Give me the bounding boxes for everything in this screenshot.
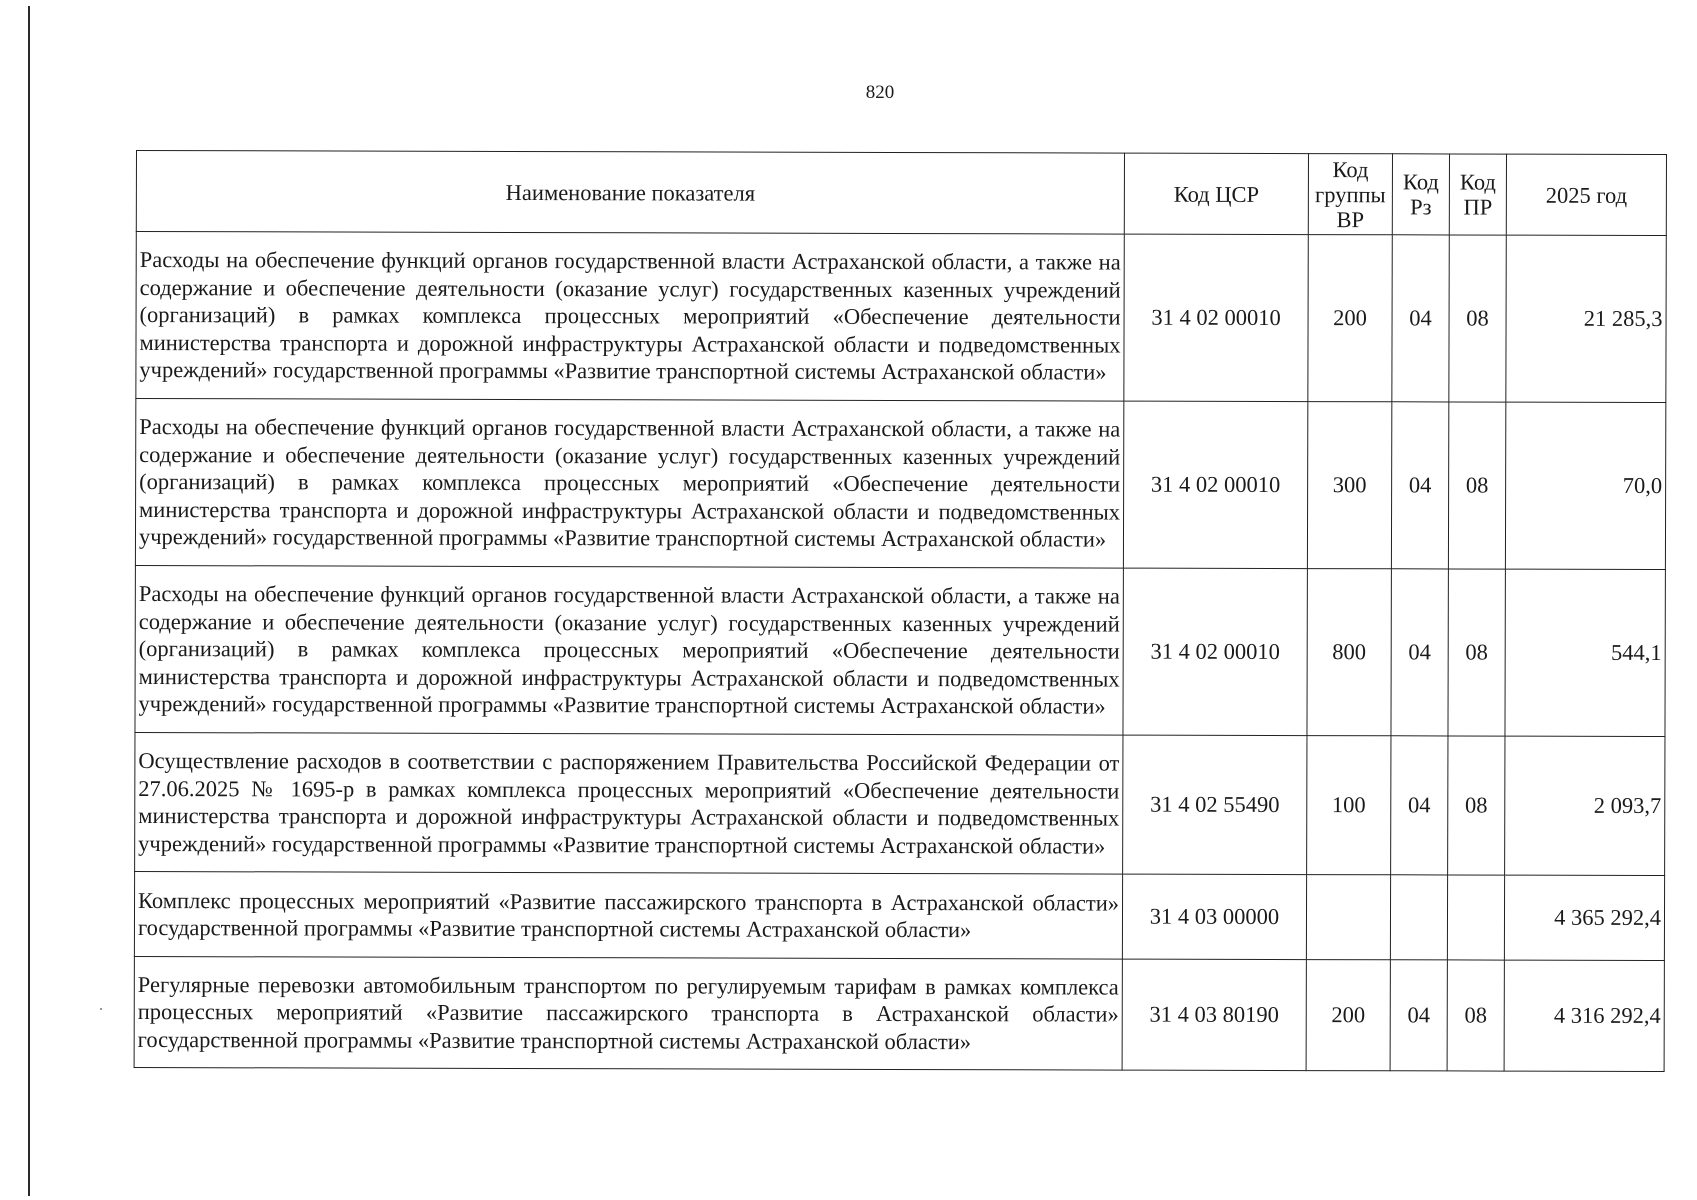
row-csr: 31 4 02 00010: [1123, 568, 1307, 735]
header-rz: Код Рз: [1392, 154, 1449, 235]
row-csr: 31 4 03 00000: [1122, 874, 1306, 959]
row-amount: 4 365 292,4: [1504, 875, 1664, 960]
row-rz: [1390, 875, 1447, 960]
row-vr: 300: [1307, 402, 1391, 569]
table-row: [135, 732, 1665, 875]
row-rz: 04: [1391, 736, 1448, 875]
row-vr: 800: [1307, 569, 1391, 736]
row-vr: 200: [1308, 235, 1392, 402]
row-name: Расходы на обеспечение функций органов государственной власти Астраханской области, а также на содержание и обеспечение деятельности (оказание услуг) государственных казенных учреждений (организаций) в рамках комплекса процессных мероприятий «Обеспечение деятельности министерства транспорта и дорожной инфраструктуры Астраханской области и подведомственных учреждений» государственной программы «Развитие транспортной системы Астраханской области»: [135, 565, 1123, 735]
row-name: Комплекс процессных мероприятий «Развитие пассажирского транспорта в Астраханской области» государственной программы «Развитие транспортной системы Астраханской области»: [134, 871, 1122, 959]
row-name: Регулярные перевозки автомобильным транспортом по регулируемым тарифам в рамках комплекса процессных мероприятий «Развитие пассажирского транспорта в Астраханской области» государственной программы «Развитие транспортной системы Астраханской области»: [134, 956, 1122, 1070]
row-pr: 08: [1447, 960, 1504, 1071]
row-pr: [1447, 875, 1504, 960]
table-header-row: [136, 151, 1666, 236]
row-pr: 08: [1449, 235, 1506, 402]
row-name: Расходы на обеспечение функций органов государственной власти Астраханской области, а также на содержание и обеспечение деятельности (оказание услуг) государственных казенных учреждений (организаций) в рамках комплекса процессных мероприятий «Обеспечение деятельности министерства транспорта и дорожной инфраструктуры Астраханской области и подведомственных учреждений» государственной программы «Развитие транспортной системы Астраханской области»: [135, 399, 1123, 569]
table-row: [135, 399, 1665, 570]
row-pr: 08: [1448, 736, 1505, 875]
row-rz: 04: [1391, 569, 1448, 736]
row-csr: 31 4 02 55490: [1123, 735, 1307, 874]
row-csr: 31 4 02 00010: [1123, 401, 1307, 568]
table-row: [135, 565, 1665, 736]
row-amount: 21 285,3: [1506, 235, 1666, 402]
row-csr: 31 4 03 80190: [1122, 959, 1306, 1070]
header-year: 2025 год: [1506, 154, 1666, 235]
header-name: Наименование показателя: [136, 151, 1124, 235]
row-rz: 04: [1391, 402, 1448, 569]
table-row: [134, 871, 1664, 960]
row-name: Расходы на обеспечение функций органов государственной власти Астраханской области, а также на содержание и обеспечение деятельности (оказание услуг) государственных казенных учреждений (организаций) в рамках комплекса процессных мероприятий «Обеспечение деятельности министерства транспорта и дорожной инфраструктуры Астраханской области и подведомственных учреждений» государственной программы «Развитие транспортной системы Астраханской области»: [136, 232, 1124, 402]
table-row: [136, 232, 1666, 403]
budget-table: [134, 150, 1667, 1072]
row-amount: 2 093,7: [1505, 736, 1665, 875]
header-vr: Код группы ВР: [1308, 154, 1392, 235]
row-amount: 544,1: [1505, 569, 1665, 736]
row-vr: 100: [1307, 736, 1391, 875]
row-rz: 04: [1392, 235, 1449, 402]
scan-speck: [100, 1008, 102, 1010]
row-pr: 08: [1448, 569, 1505, 736]
table-row: [134, 956, 1664, 1071]
header-csr: Код ЦСР: [1124, 153, 1308, 234]
row-pr: 08: [1448, 402, 1505, 569]
row-rz: 04: [1390, 960, 1447, 1071]
header-pr: Код ПР: [1449, 154, 1506, 235]
row-vr: [1306, 875, 1390, 960]
row-amount: 4 316 292,4: [1504, 960, 1664, 1071]
row-amount: 70,0: [1505, 402, 1665, 569]
row-csr: 31 4 02 00010: [1124, 234, 1308, 401]
row-vr: 200: [1306, 960, 1390, 1071]
scan-edge-line: [28, 6, 30, 1196]
row-name: Осуществление расходов в соответствии с распоряжением Правительства Российской Федерации от 27.06.2025 № 1695-р в рамках комплекса процессных мероприятий «Обеспечение деятельности министерства транспорта и дорожной инфраструктуры Астраханской области и подведомственных учреждений» государственной программы «Развитие транспортной системы Астраханской области»: [135, 732, 1123, 874]
page-number: 820: [865, 82, 895, 103]
